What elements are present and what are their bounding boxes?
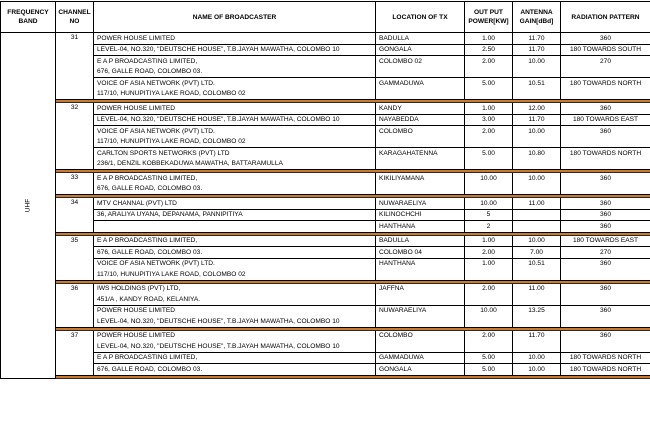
channel-number-cell: 34: [56, 198, 94, 233]
location-cell: GAMMADUWA: [376, 78, 465, 89]
location-cell: BADULLA: [376, 33, 465, 45]
radiation-pattern-cell: 360: [561, 173, 650, 184]
channel-number-cell: 35: [56, 235, 94, 280]
power-cell: [465, 89, 513, 100]
radiation-pattern-cell: 180 TOWARDS NORTH: [561, 352, 650, 364]
power-cell: 1.00: [465, 258, 513, 269]
radiation-pattern-cell: 270: [561, 247, 650, 259]
header-channel-no: CHANNEL NO: [56, 2, 94, 33]
header-location-of-tx: LOCATION OF TX: [376, 2, 465, 33]
location-cell: [376, 316, 465, 327]
power-cell: 10.00: [465, 305, 513, 316]
frequency-band-cell: [1, 33, 56, 379]
broadcaster-cell: LEVEL-04, NO.320, "DEUTSCHE HOUSE", T.B.JAYAH MAWATHA, COLOMBO 10: [94, 114, 376, 126]
power-cell: 2.00: [465, 330, 513, 341]
table-row: [1, 269, 650, 280]
broadcaster-cell: [94, 221, 376, 233]
broadcaster-cell: 451/A , KANDY ROAD, KELANIYA.: [94, 294, 376, 305]
power-cell: [465, 137, 513, 148]
table-row: [1, 341, 650, 352]
header-row: [1, 2, 650, 33]
radiation-pattern-cell: 360: [561, 33, 650, 45]
table-row: [1, 184, 650, 195]
table-row: [1, 137, 650, 148]
location-cell: COLOMBO: [376, 330, 465, 341]
frequency-band-label: UHF: [24, 198, 32, 213]
gain-cell: [513, 269, 561, 280]
power-cell: 1.00: [465, 33, 513, 45]
location-cell: [376, 67, 465, 78]
radiation-pattern-cell: 360: [561, 305, 650, 316]
radiation-pattern-cell: 360: [561, 209, 650, 221]
channel-number-cell: 33: [56, 173, 94, 195]
location-cell: GAMMADUWA: [376, 352, 465, 364]
radiation-pattern-cell: 180 TOWARDS NORTH: [561, 148, 650, 159]
broadcaster-cell: 36, ARALIYA UYANA, DEPANAMA, PANNIPITIYA: [94, 209, 376, 221]
table-row: [1, 173, 650, 184]
header-antenna-gain: ANTENNA GAIN[dBd]: [513, 2, 561, 33]
power-cell: 5.00: [465, 148, 513, 159]
gain-cell: 11.70: [513, 114, 561, 126]
power-cell: 5: [465, 209, 513, 221]
broadcaster-cell: POWER HOUSE LIMITED: [94, 330, 376, 341]
table-row: [1, 221, 650, 233]
power-cell: 10.00: [465, 173, 513, 184]
gain-cell: 11.70: [513, 330, 561, 341]
radiation-pattern-cell: 180 TOWARDS NORTH: [561, 364, 650, 376]
radiation-pattern-cell: 360: [561, 198, 650, 210]
broadcaster-cell: POWER HOUSE LIMITED: [94, 103, 376, 115]
broadcaster-cell: IWS HOLDINGS (PVT) LTD,: [94, 283, 376, 294]
table-row: [1, 56, 650, 67]
gain-cell: [513, 294, 561, 305]
table-row: [1, 126, 650, 137]
broadcaster-cell: E A P BROADCASTING LIMITED,: [94, 235, 376, 247]
location-cell: KIKILIYAMANA: [376, 173, 465, 184]
table-body: [1, 33, 650, 379]
table-row: [1, 258, 650, 269]
radiation-pattern-cell: 180 TOWARDS NORTH: [561, 78, 650, 89]
table-row: [1, 114, 650, 126]
broadcaster-cell: MTV CHANNAL (PVT) LTD: [94, 198, 376, 210]
broadcaster-cell: VOICE OF ASIA NETWORK (PVT) LTD.: [94, 258, 376, 269]
location-cell: NUWARAELIYA: [376, 305, 465, 316]
table-row: [1, 235, 650, 247]
gain-cell: 10.00: [513, 126, 561, 137]
gain-cell: [513, 184, 561, 195]
channel-number-cell: 36: [56, 283, 94, 327]
power-cell: 1.00: [465, 103, 513, 115]
gain-cell: [513, 221, 561, 233]
header-output-power: OUT PUT POWER[KW]: [465, 2, 513, 33]
gain-cell: [513, 159, 561, 170]
radiation-pattern-cell: 360: [561, 221, 650, 233]
power-cell: 2.00: [465, 247, 513, 259]
gain-cell: [513, 316, 561, 327]
location-cell: [376, 294, 465, 305]
header-broadcaster-name: NAME OF BROADCASTER: [94, 2, 376, 33]
broadcaster-cell: CARLTON SPORTS NETWORKS (PVT) LTD: [94, 148, 376, 159]
gain-cell: 11.70: [513, 33, 561, 45]
radiation-pattern-cell: 360: [561, 126, 650, 137]
broadcaster-cell: E A P BROADCASTING LIMITED,: [94, 56, 376, 67]
channel-number-cell: 37: [56, 330, 94, 375]
location-cell: [376, 341, 465, 352]
gain-cell: 11.70: [513, 44, 561, 56]
power-cell: 1.00: [465, 235, 513, 247]
location-cell: KANDY: [376, 103, 465, 115]
table-row: [1, 103, 650, 115]
table-row: [1, 316, 650, 327]
power-cell: [465, 316, 513, 327]
location-cell: GONGALA: [376, 364, 465, 376]
radiation-pattern-cell: 180 TOWARDS EAST: [561, 235, 650, 247]
table-row: [1, 198, 650, 210]
radiation-pattern-cell: 360: [561, 283, 650, 294]
location-cell: JAFFNA: [376, 283, 465, 294]
gain-cell: 7.00: [513, 247, 561, 259]
gain-cell: [513, 67, 561, 78]
broadcaster-cell: POWER HOUSE LIMITED: [94, 33, 376, 45]
broadcaster-cell: VOICE OF ASIA NETWORK (PVT) LTD.: [94, 78, 376, 89]
broadcaster-cell: 676, GALLE ROAD, COLOMBO 03.: [94, 364, 376, 376]
table-row: [1, 209, 650, 221]
table-row: [1, 78, 650, 89]
gain-cell: 10.00: [513, 173, 561, 184]
gain-cell: 10.51: [513, 78, 561, 89]
power-cell: 2: [465, 221, 513, 233]
broadcaster-cell: E A P BROADCASTING LIMITED,: [94, 352, 376, 364]
table-row: [1, 305, 650, 316]
gain-cell: 10.00: [513, 56, 561, 67]
table-row: [1, 44, 650, 56]
power-cell: 10.00: [465, 198, 513, 210]
group-separator: [1, 375, 650, 378]
power-cell: 5.00: [465, 364, 513, 376]
broadcaster-cell: LEVEL-04, NO.320, "DEUTSCHE HOUSE", T.B.JAYAH MAWATHA, COLOMBO 10: [94, 44, 376, 56]
table-row: [1, 159, 650, 170]
table-row: [1, 89, 650, 100]
table-row: [1, 33, 650, 45]
broadcaster-cell: 676, GALLE ROAD, COLOMBO 03.: [94, 184, 376, 195]
power-cell: 3.00: [465, 114, 513, 126]
radiation-pattern-cell: 360: [561, 330, 650, 341]
power-cell: 2.00: [465, 126, 513, 137]
table-row: [1, 330, 650, 341]
gain-cell: 13.25: [513, 305, 561, 316]
location-cell: KARAGAHATENNA: [376, 148, 465, 159]
gain-cell: [513, 341, 561, 352]
location-cell: [376, 269, 465, 280]
broadcaster-cell: POWER HOUSE LIMITED: [94, 305, 376, 316]
location-cell: COLOMBO: [376, 126, 465, 137]
power-cell: [465, 159, 513, 170]
gain-cell: 10.51: [513, 258, 561, 269]
broadcaster-cell: 117/10, HUNUPITIYA LAKE ROAD, COLOMBO 02: [94, 89, 376, 100]
power-cell: 2.50: [465, 44, 513, 56]
table-row: [1, 67, 650, 78]
location-cell: BADULLA: [376, 235, 465, 247]
broadcaster-table: [0, 1, 650, 379]
location-cell: KILINOCHCHI: [376, 209, 465, 221]
power-cell: 2.00: [465, 56, 513, 67]
table-row: [1, 294, 650, 305]
broadcaster-cell: VOICE OF ASIA NETWORK (PVT) LTD.: [94, 126, 376, 137]
gain-cell: 10.00: [513, 352, 561, 364]
radiation-pattern-cell: 360: [561, 103, 650, 115]
gain-cell: 10.80: [513, 148, 561, 159]
radiation-pattern-cell: [561, 184, 650, 195]
power-cell: [465, 341, 513, 352]
radiation-pattern-cell: 180 TOWARDS EAST: [561, 114, 650, 126]
radiation-pattern-cell: 360: [561, 258, 650, 269]
power-cell: [465, 184, 513, 195]
location-cell: [376, 184, 465, 195]
gain-cell: [513, 209, 561, 221]
radiation-pattern-cell: [561, 294, 650, 305]
location-cell: HANTHANA: [376, 258, 465, 269]
location-cell: NAYABEDDA: [376, 114, 465, 126]
channel-number-cell: 31: [56, 33, 94, 100]
gain-cell: 12.00: [513, 103, 561, 115]
power-cell: [465, 294, 513, 305]
gain-cell: 10.00: [513, 364, 561, 376]
channel-number-cell: 32: [56, 103, 94, 170]
radiation-pattern-cell: 180 TOWARDS SOUTH: [561, 44, 650, 56]
power-cell: [465, 67, 513, 78]
radiation-pattern-cell: [561, 89, 650, 100]
header-frequency-band: FREQUENCY BAND: [1, 2, 56, 33]
table-row: [1, 283, 650, 294]
power-cell: 5.00: [465, 78, 513, 89]
table-row: [1, 148, 650, 159]
location-cell: GONGALA: [376, 44, 465, 56]
location-cell: [376, 137, 465, 148]
broadcaster-cell: LEVEL-04, NO.320, "DEUTSCHE HOUSE", T.B.JAYAH MAWATHA, COLOMBO 10: [94, 316, 376, 327]
broadcaster-cell: 236/1, DENZIL KOBBEKADUWA MAWATHA, BATTARAMULLA: [94, 159, 376, 170]
power-cell: 2.00: [465, 283, 513, 294]
location-cell: HANTHANA: [376, 221, 465, 233]
radiation-pattern-cell: [561, 316, 650, 327]
broadcaster-cell: LEVEL-04, NO.320, "DEUTSCHE HOUSE", T.B.JAYAH MAWATHA, COLOMBO 10: [94, 341, 376, 352]
gain-cell: 11.00: [513, 198, 561, 210]
header-radiation-pattern: RADIATION PATTERN: [561, 2, 650, 33]
radiation-pattern-cell: [561, 341, 650, 352]
location-cell: [376, 159, 465, 170]
radiation-pattern-cell: [561, 159, 650, 170]
location-cell: COLOMBO 04: [376, 247, 465, 259]
gain-cell: 11.00: [513, 283, 561, 294]
table-row: [1, 247, 650, 259]
radiation-pattern-cell: 270: [561, 56, 650, 67]
broadcaster-cell: 676, GALLE ROAD, COLOMBO 03.: [94, 247, 376, 259]
power-cell: 5.00: [465, 352, 513, 364]
location-cell: [376, 89, 465, 100]
broadcaster-cell: 117/10, HUNUPITIYA LAKE ROAD, COLOMBO 02: [94, 269, 376, 280]
radiation-pattern-cell: [561, 67, 650, 78]
broadcaster-cell: E A P BROADCASTING LIMITED,: [94, 173, 376, 184]
table-row: [1, 352, 650, 364]
power-cell: [465, 269, 513, 280]
radiation-pattern-cell: [561, 137, 650, 148]
gain-cell: [513, 89, 561, 100]
broadcaster-cell: 117/10, HUNUPITIYA LAKE ROAD, COLOMBO 02: [94, 137, 376, 148]
gain-cell: [513, 137, 561, 148]
gain-cell: 10.00: [513, 235, 561, 247]
broadcaster-cell: 676, GALLE ROAD, COLOMBO 03.: [94, 67, 376, 78]
radiation-pattern-cell: [561, 269, 650, 280]
location-cell: COLOMBO 02: [376, 56, 465, 67]
table-row: [1, 364, 650, 376]
group-separator-bar: [56, 375, 650, 378]
location-cell: NUWARAELIYA: [376, 198, 465, 210]
